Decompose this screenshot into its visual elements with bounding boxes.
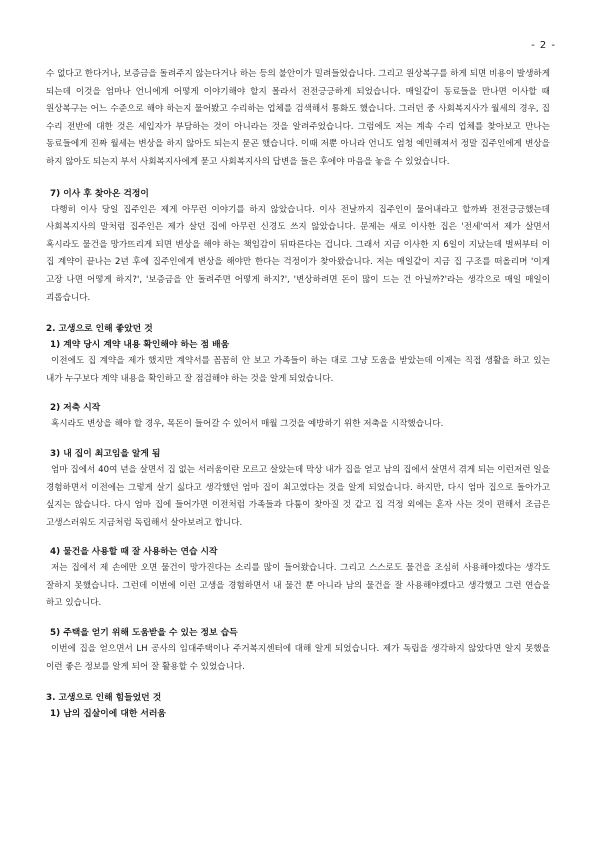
intro-paragraph: 수 없다고 한다거나, 보증금을 돌려주지 않는다거나 하는 등의 불안이가 밀려들었습니다. 그리고 원상복구를 하게 되면 비용이 발생하게 되는데 이것을 엄마나 언니에게 어떻게 이야기해야 할지 몰라서 전전긍긍하게 되었습니다. 매일같이 동료들을 만나면 이사할 때 원상복구는 어느 수준으로 해야 하는지 물어봤고 수리하는 업체를 검색해서 통화도 했습니다. 그러던 중 사회복지사가 월세의 경우, 집 수리 전반에 대한 것은 세입자가 부담하는 것이 아니라는 것을 알려주었습니다. 그럼에도 저는 계속 수리 업체를 찾아보고 만나는 동료들에게 진짜 월세는 변상을 하지 않아도 되는지 묻곤 했습니다. 이때 저뿐 아니라 언니도 엄청 예민해져서 정말 집주인에게 변상을 하지 않아도 되는지 부서 사회복지사에게 묻고 사회복지사의 답변을 들은 후에야 마음을 놓을 수 있었습니다.: [46, 69, 550, 167]
item-heading: 5) 주택을 얻기 위해 도움받을 수 있는 정보 습득: [50, 628, 238, 639]
item-paragraph: 혹시라도 변상을 해야 할 경우, 목돈이 들어갈 수 있어서 매월 그것을 예방하기 위한 저축을 시작했습니다.: [51, 419, 444, 430]
section-7-heading: 7) 이사 후 찾아온 걱정이: [50, 188, 149, 199]
section-2: [46, 321, 550, 676]
item-paragraph: 이번에 집을 얻으면서 LH 공사의 임대주택이나 주거복지센터에 대해 알게 되었습니다. 제가 독립을 생각하지 않았다면 알지 못했을 이런 좋은 정보를 알게 되어 잘 활용할 수 있었습니다.: [46, 644, 551, 672]
page-number: - 2 -: [531, 40, 556, 51]
section-3: [46, 690, 550, 722]
section-2-item-2: [46, 400, 550, 434]
item-paragraph: 이전에도 집 계약을 제가 했지만 계약서를 꼼꼼히 안 보고 가족들이 하는 대로 그냥 도움을 받았는데 이제는 직접 생활을 하고 있는 내가 누구보다 계약 내용을 확인하고 잘 점검해야 하는 것을 알게 되었습니다.: [46, 356, 550, 384]
section-3-item-1-heading: 1) 남의 집살이에 대한 서러움: [50, 709, 166, 720]
section-3-heading: 3. 고생으로 인해 힘들었던 것: [46, 693, 162, 704]
document-body: [46, 66, 550, 722]
item-heading: 1) 계약 당시 계약 내용 확인해야 하는 점 배움: [50, 340, 230, 351]
item-paragraph: 엄마 집에서 40여 년을 살면서 집 없는 서러움이란 모르고 살았는데 막상 내가 집을 얻고 남의 집에서 살면서 겪게 되는 이런저런 일을 경험하면서 이전에는 그렇게 살기 싫다고 생각했던 엄마 집이 최고였다는 것을 알게 되었습니다. 하지만, 다시 엄마 집으로 돌아가고 싶지는 않습니다. 다시 엄마 집에 들어가면 이전처럼 가족들과 다툼이 찾아질 것 같고 집 걱정 외에는 혼자 사는 것이 편해서 조금은 고생스러워도 지금처럼 독립해서 살아보려고 합니다.: [46, 464, 550, 528]
section-7: [46, 186, 550, 308]
section-2-item-5: [46, 625, 550, 676]
section-7-paragraph: 다행히 이사 당일 집주인은 제게 아무런 이야기를 하지 않았습니다. 이사 전날까지 집주인이 물어내라고 할까봐 전전긍긍했는데 사회복지사의 말처럼 집주인은 제가 살던 집에 아무런 신경도 쓰지 않았습니다. 문제는 새로 이사한 집은 '전세'여서 제가 살면서 혹시라도 물건을 망가뜨리게 되면 변상을 해야 하는 책임감이 뒤따른다는 겁니다. 그래서 지금 이사한 지 6일이 지났는데 벌써부터 이 집 계약이 끝나는 2년 후에 집주인에게 변상을 해야만 한다는 걱정이가 찾아왔습니다. 저는 매일같이 지금 집 구조를 떠올리며 '이게 고장 나면 어떻게 하지?', '보증금을 안 돌려주면 어떻게 하지?', '변상하려면 돈이 많이 드는 건 아닐까?'라는 생각으로 매일 매일이 괴롭습니다.: [46, 204, 550, 303]
section-2-heading: 2. 고생으로 인해 좋았던 것: [46, 324, 153, 335]
item-heading: 4) 물건을 사용할 때 잘 사용하는 연습 시작: [50, 547, 218, 558]
item-heading: 3) 내 집이 최고임을 알게 됨: [50, 448, 161, 459]
section-2-item-1: [46, 337, 550, 388]
item-paragraph: 저는 집에서 제 손에만 오면 물건이 망가진다는 소리를 많이 들어왔습니다. 그리고 스스로도 물건을 조심히 사용해야겠다는 생각도 잘하지 못했습니다. 그런데 이번에 이런 고생을 경험하면서 내 물건 뿐 아니라 남의 물건을 잘 사용해야겠다고 생각했고 그런 연습을 하고 있습니다.: [46, 563, 550, 609]
section-2-item-3: [46, 446, 550, 532]
section-2-item-4: [46, 544, 550, 613]
item-heading: 2) 저축 시작: [50, 403, 101, 414]
